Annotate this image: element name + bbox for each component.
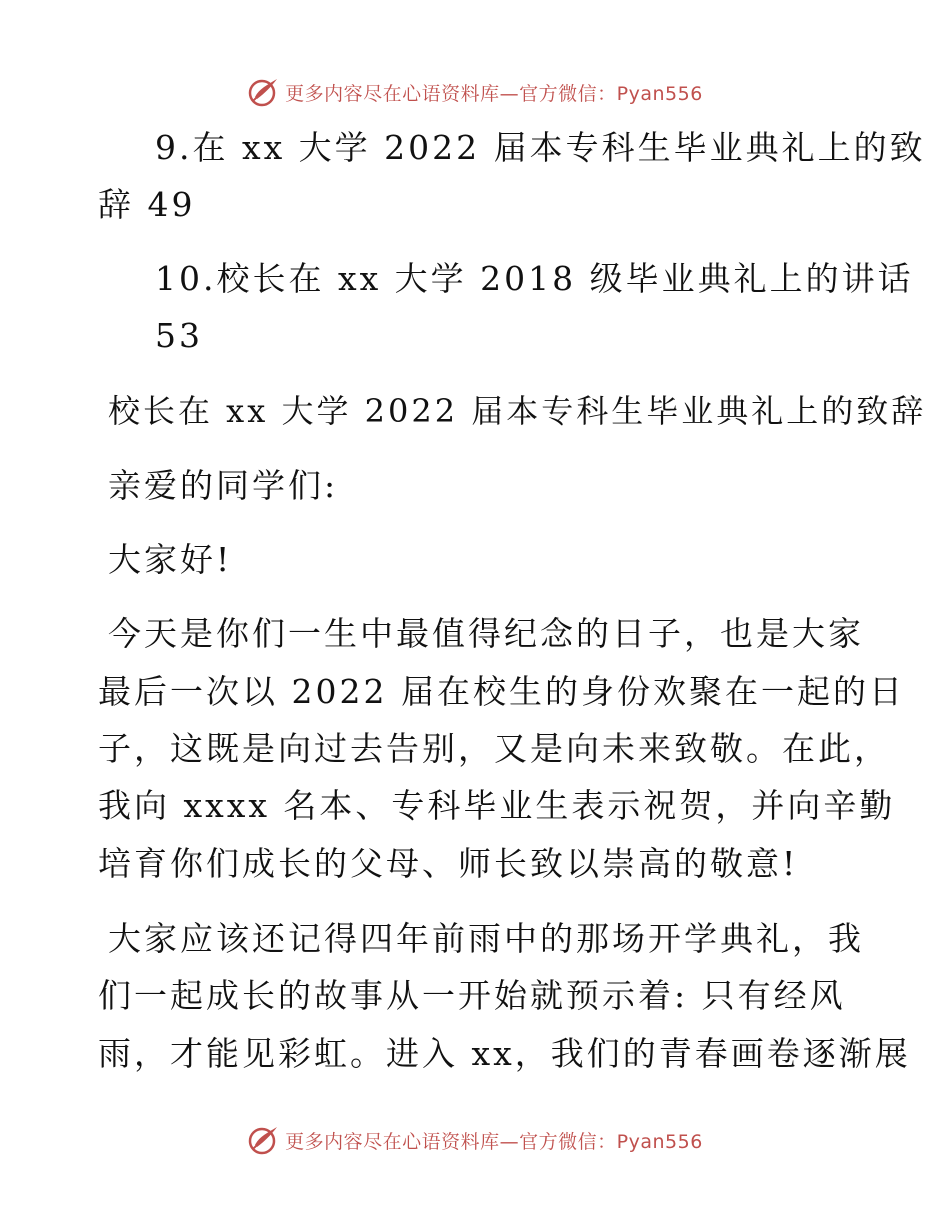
- paragraph-1-line-3: 子，这既是向过去告别，又是向未来致敬。在此，: [98, 729, 890, 768]
- paragraph-1-line-5: 培育你们成长的父母、师长致以崇高的敬意!: [98, 844, 799, 883]
- toc-entry-10-line-2: 53: [155, 316, 203, 355]
- watermark-text: 更多内容尽在心语资料库—官方微信：Pyan556: [285, 1130, 703, 1153]
- footer-watermark: [0, 1118, 950, 1162]
- speech-title: 校长在 xx 大学 2022 届本专科生毕业典礼上的致辞: [108, 392, 927, 430]
- watermark-text: 更多内容尽在心语资料库—官方微信：Pyan556: [285, 82, 703, 105]
- paragraph-2-line-3: 雨，才能见彩虹。进入 xx，我们的青春画卷逐渐展: [98, 1034, 911, 1073]
- paragraph-2-line-2: 们一起成长的故事从一开始就预示着: 只有经风: [98, 976, 846, 1015]
- paragraph-1-line-4: 我向 xxxx 名本、专科毕业生表示祝贺，并向辛勤: [98, 786, 896, 825]
- toc-entry-10-line-1: 10.校长在 xx 大学 2018 级毕业典礼上的讲话: [155, 259, 914, 298]
- greeting: 大家好!: [108, 540, 233, 579]
- toc-entry-9-line-1: 9.在 xx 大学 2022 届本专科生毕业典礼上的致: [155, 128, 926, 167]
- paragraph-1-line-2: 最后一次以 2022 届在校生的身份欢聚在一起的日: [98, 672, 905, 711]
- salutation: 亲爱的同学们:: [108, 466, 339, 505]
- paragraph-1-line-1: 今天是你们一生中最值得纪念的日子，也是大家: [108, 614, 864, 653]
- toc-entry-9-line-2: 辞 49: [98, 185, 196, 224]
- quill-logo-icon: [247, 1123, 281, 1157]
- paragraph-2-line-1: 大家应该还记得四年前雨中的那场开学典礼，我: [108, 919, 864, 958]
